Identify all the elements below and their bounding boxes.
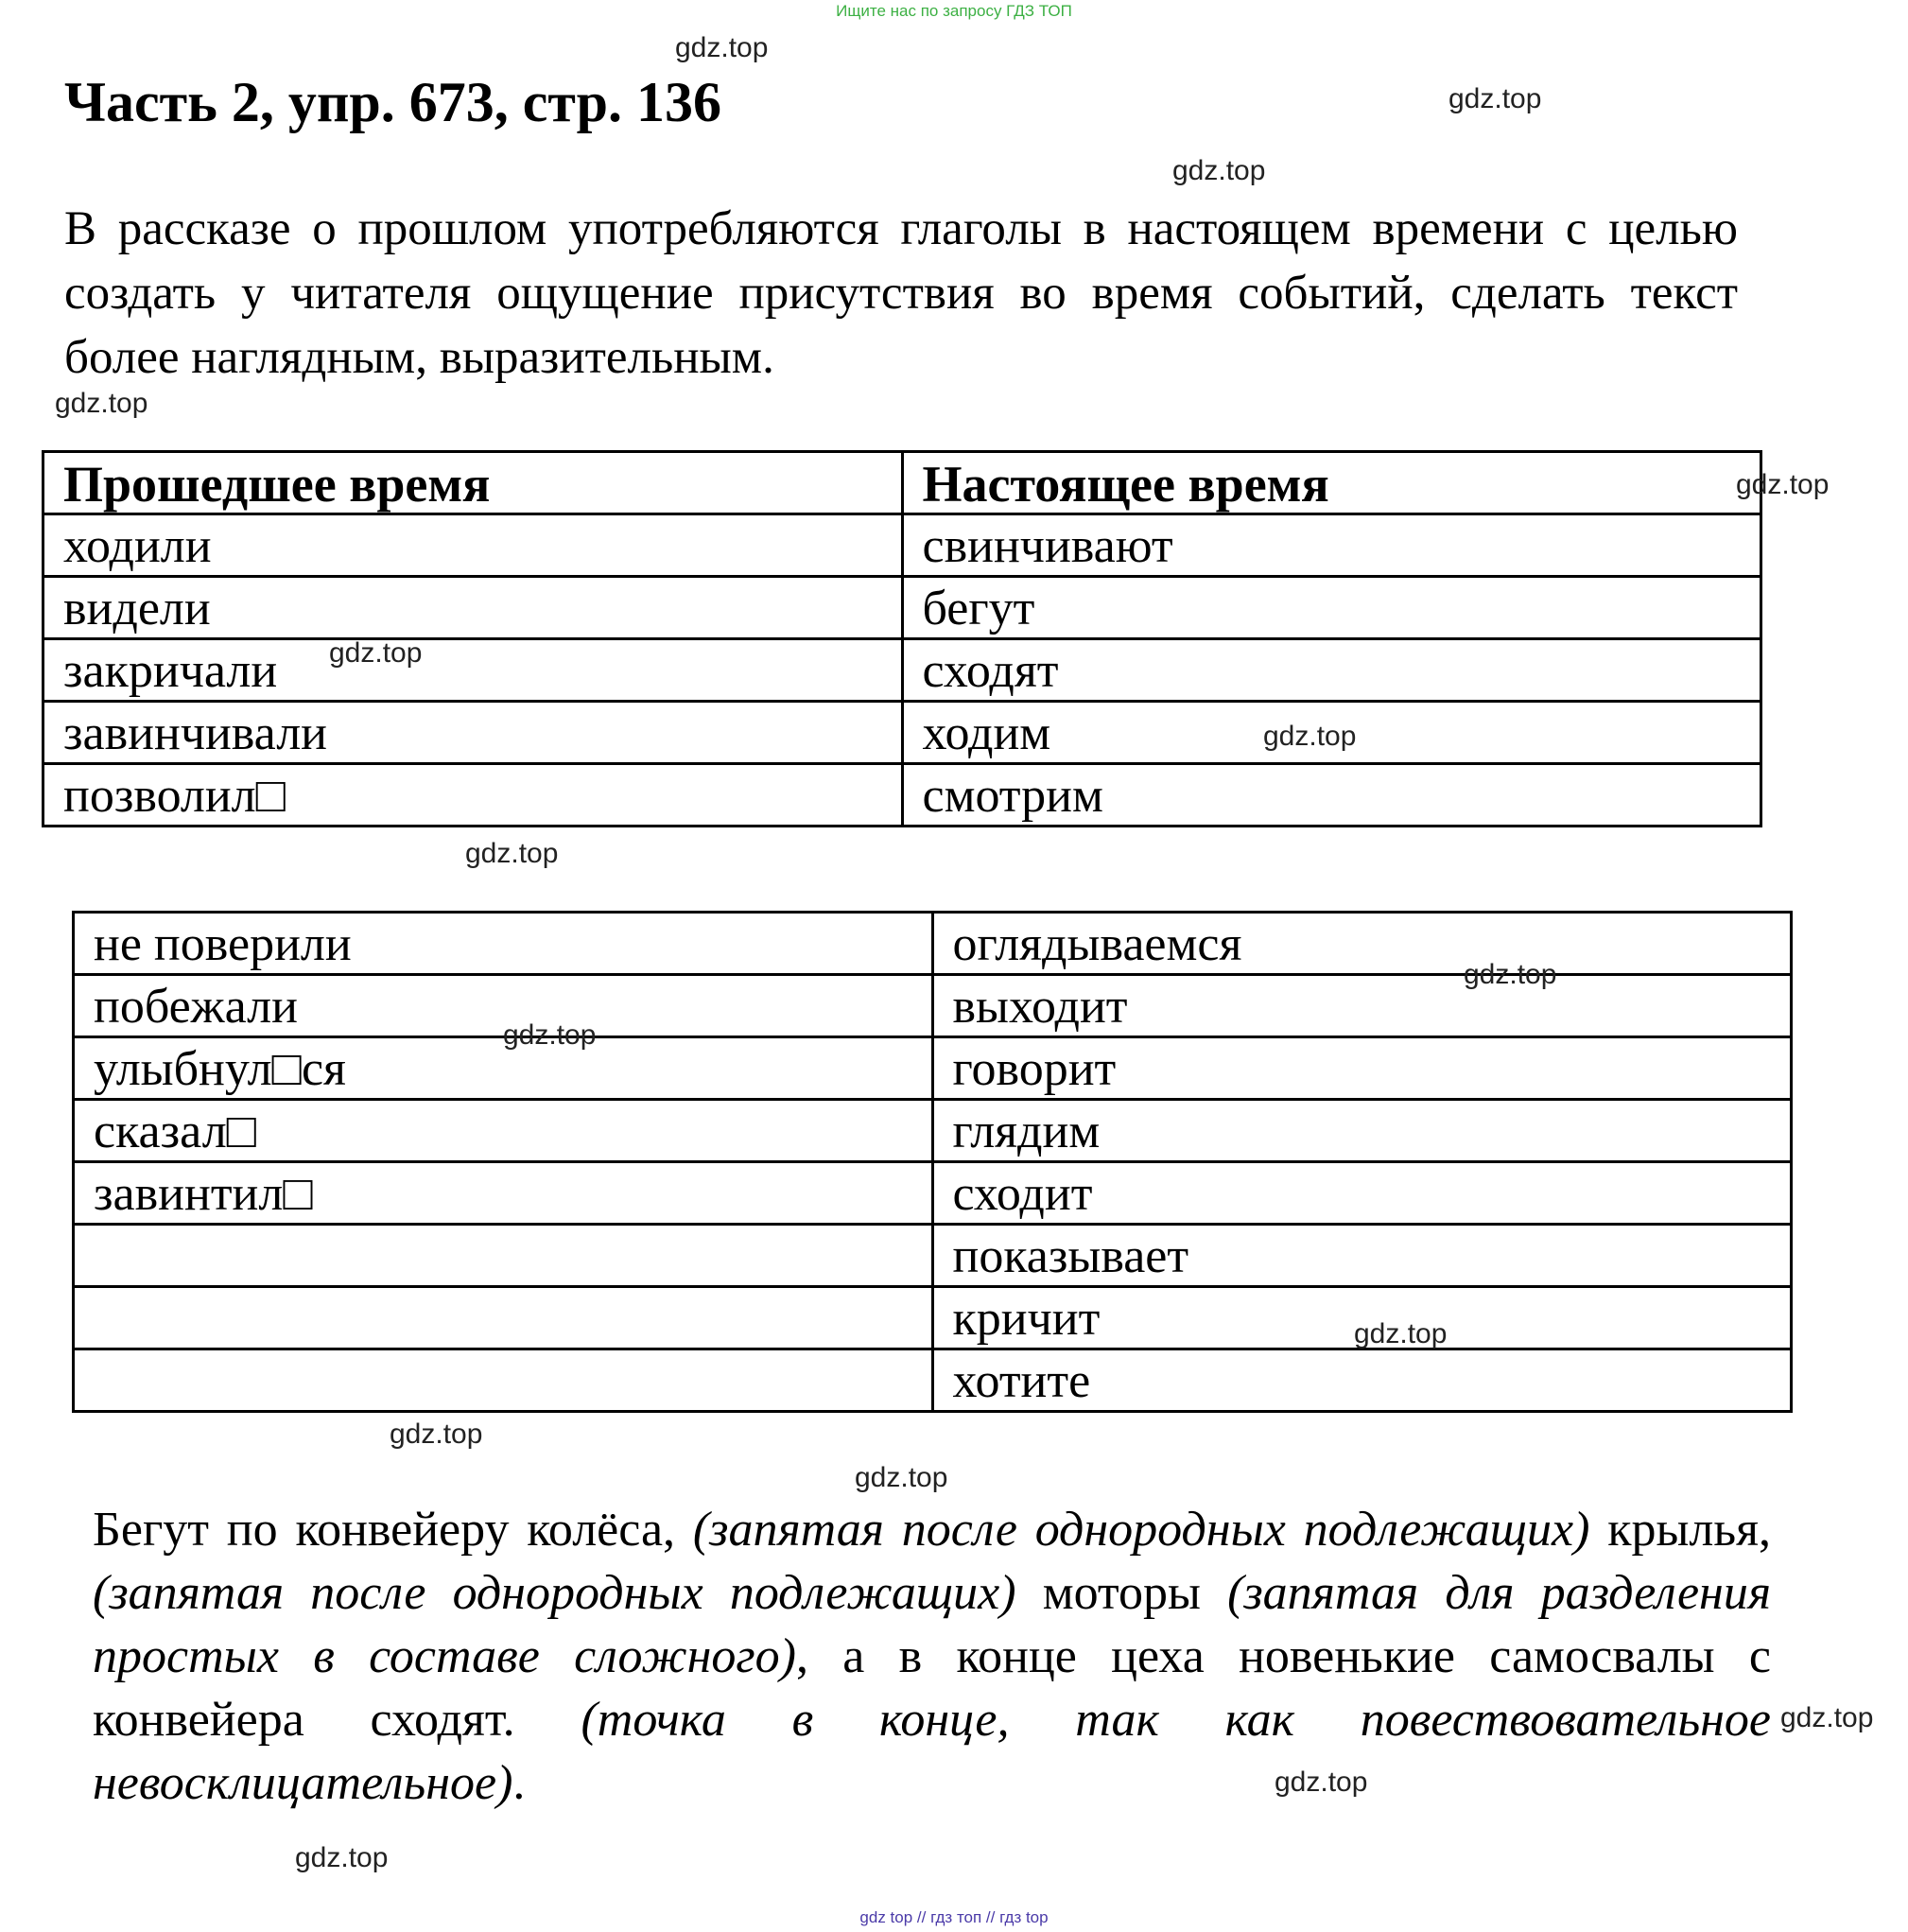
watermark: gdz.top xyxy=(465,838,559,869)
present-cell: хотите xyxy=(932,1349,1792,1412)
top-banner: Ищите нас по запросу ГДЗ ТОП xyxy=(836,2,1072,20)
past-cell: сказал□ xyxy=(74,1100,933,1162)
watermark: gdz.top xyxy=(503,1019,597,1051)
paragraph-comment: (запятая для разделения простых в составе сложного) xyxy=(93,1566,1771,1683)
watermark: gdz.top xyxy=(1464,959,1557,990)
watermark: gdz.top xyxy=(1172,155,1266,186)
present-cell: оглядываемся xyxy=(932,913,1792,975)
paragraph-text: Бегут по конвейеру колёса, xyxy=(93,1503,693,1557)
watermark: gdz.top xyxy=(1448,83,1542,114)
present-cell: кричит xyxy=(932,1287,1792,1349)
table-row xyxy=(43,702,1761,764)
intro-text: В рассказе о прошлом употребляются глаголы в настоящем времени с целью создать у читателя ощущение присутствия во время событий, сделать текст более наглядным, выразительным. xyxy=(64,202,1738,384)
present-cell: свинчивают xyxy=(902,514,1761,577)
table-row xyxy=(74,1287,1792,1349)
present-cell: выходит xyxy=(932,975,1792,1037)
paragraph-comment: (точка в конце, так как повествовательное невосклицательное) xyxy=(93,1693,1771,1810)
present-cell: смотрим xyxy=(902,764,1761,827)
past-cell: позволил□ xyxy=(43,764,903,827)
past-cell: видели xyxy=(43,577,903,639)
paragraph-text: моторы xyxy=(1015,1566,1228,1620)
table-row xyxy=(43,764,1761,827)
footer-text: gdz top // гдз топ // гдз top xyxy=(859,1908,1049,1926)
table-row xyxy=(43,514,1761,577)
table-row xyxy=(43,577,1761,639)
table-row xyxy=(43,639,1761,702)
table-row xyxy=(74,1349,1792,1412)
table-header-row xyxy=(43,452,1761,514)
watermark: gdz.top xyxy=(1736,469,1830,500)
table-row xyxy=(74,1162,1792,1225)
analysis-paragraph xyxy=(93,1498,1771,1815)
past-cell xyxy=(74,1349,933,1412)
present-cell: сходят xyxy=(902,639,1761,702)
paragraph-comment: (запятая после однородных подлежащих) xyxy=(93,1566,1016,1620)
past-cell: завинтил□ xyxy=(74,1162,933,1225)
watermark: gdz.top xyxy=(1275,1767,1368,1798)
watermark: gdz.top xyxy=(855,1462,948,1493)
page-title: Часть 2, упр. 673, стр. 136 xyxy=(64,71,722,133)
past-cell: закричали xyxy=(43,639,903,702)
watermark: gdz.top xyxy=(390,1419,483,1450)
header-present-tense: Настоящее время xyxy=(902,452,1761,514)
past-cell xyxy=(74,1287,933,1349)
paragraph-text: . xyxy=(512,1756,526,1810)
past-cell: не поверили xyxy=(74,913,933,975)
paragraph-text: , а в конце цеха новенькие самосвалы с конвейера сходят. xyxy=(93,1629,1771,1747)
past-cell xyxy=(74,1225,933,1287)
paragraph-text: крылья, xyxy=(1589,1503,1771,1557)
watermark: gdz.top xyxy=(295,1842,389,1873)
watermark: gdz.top xyxy=(329,637,423,669)
header-past-tense: Прошедшее время xyxy=(43,452,903,514)
present-cell: говорит xyxy=(932,1037,1792,1100)
watermark: gdz.top xyxy=(1354,1318,1448,1349)
paragraph-comment: (запятая после однородных подлежащих) xyxy=(692,1503,1590,1557)
past-cell: ходили xyxy=(43,514,903,577)
table-row xyxy=(74,1225,1792,1287)
table-row xyxy=(74,1100,1792,1162)
past-cell: побежали xyxy=(74,975,933,1037)
watermark: gdz.top xyxy=(1780,1702,1874,1733)
verb-tense-table xyxy=(42,450,1762,827)
past-cell: улыбнул□ся xyxy=(74,1037,933,1100)
present-cell: сходит xyxy=(932,1162,1792,1225)
watermark: gdz.top xyxy=(55,388,148,419)
watermark: gdz.top xyxy=(1263,721,1357,752)
watermark: gdz.top xyxy=(675,32,769,63)
present-cell: бегут xyxy=(902,577,1761,639)
present-cell: показывает xyxy=(932,1225,1792,1287)
present-cell: ходим xyxy=(902,702,1761,764)
table-row xyxy=(74,1037,1792,1100)
present-cell: глядим xyxy=(932,1100,1792,1162)
past-cell: завинчивали xyxy=(43,702,903,764)
